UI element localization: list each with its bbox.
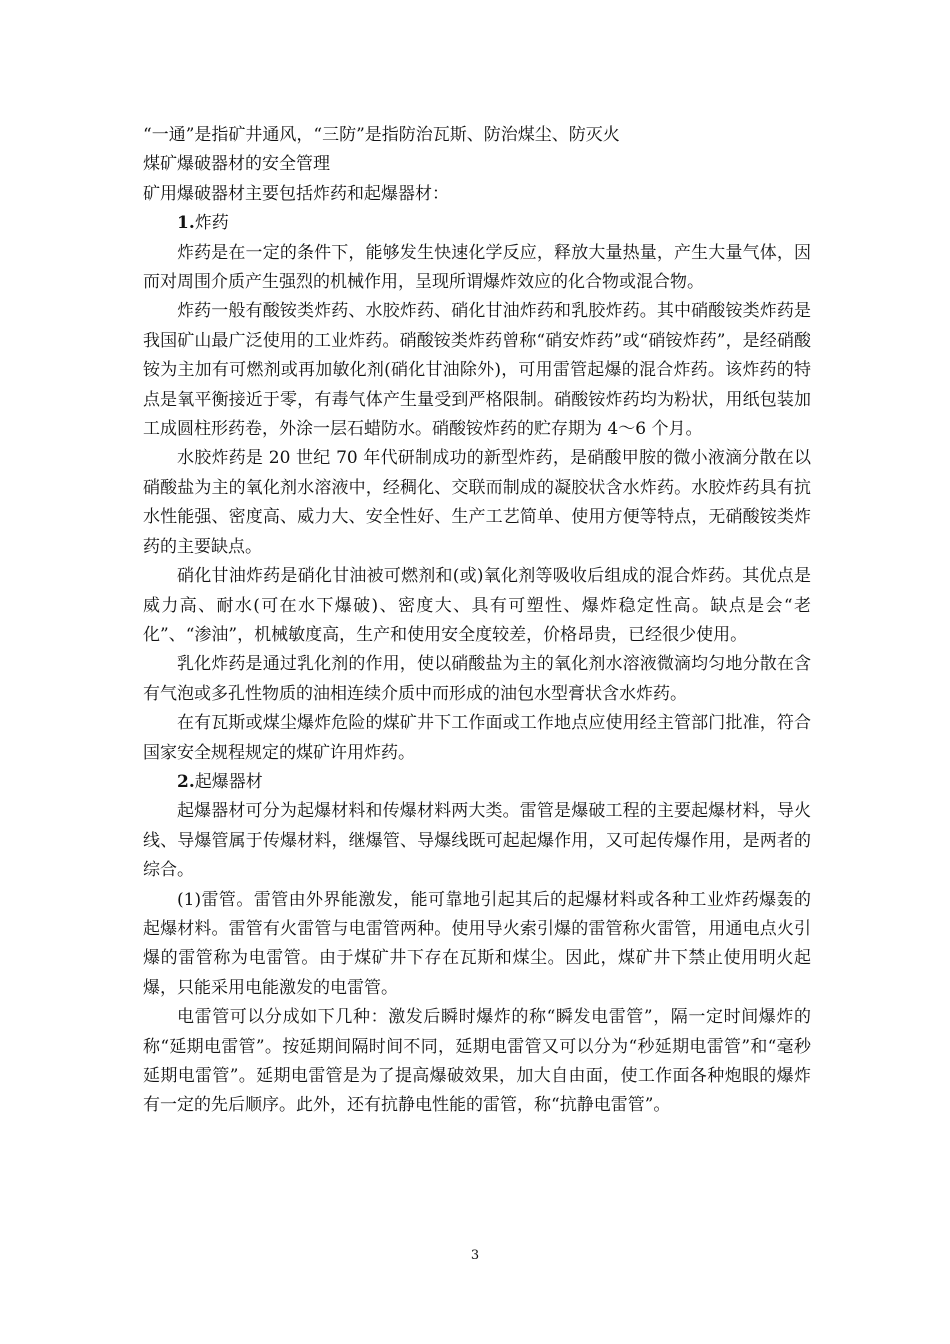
section-number: 1. bbox=[177, 213, 195, 234]
paragraph: 电雷管可以分成如下几种：激发后瞬时爆炸的称“瞬发电雷管”，隔一定时间爆炸的称“延期电雷管”。按延期间隔时间不同，延期电雷管又可以分为“秒延期电雷管”和“毫秒延期电雷管”。延期电雷管是为了提高爆破效果，加大自由面，使工作面各种炮眼的爆炸有一定的先后顺序。此外，还有抗静电性能的雷管，称“抗静电雷管”。 bbox=[143, 1007, 811, 1116]
section-number: 2. bbox=[177, 771, 195, 792]
section-title: 炸药 bbox=[194, 213, 229, 234]
paragraph: 在有瓦斯或煤尘爆炸危险的煤矿井下工作面或工作地点应使用经主管部门批准，符合国家安全规程规定的煤矿许用炸药。 bbox=[143, 713, 811, 763]
intro-line-3: 矿用爆破器材主要包括炸药和起爆器材： bbox=[143, 183, 449, 204]
section-heading-blasting-materials: 煤矿爆破器材的安全管理 bbox=[143, 154, 330, 175]
paragraph: 硝化甘油炸药是硝化甘油被可燃剂和(或)氧化剂等吸收后组成的混合炸药。其优点是威力高、耐水(可在水下爆破)、密度大、具有可塑性、爆炸稳定性高。缺点是会“老化”、“渗油”，机械敏度高，生产和使用安全度较差，价格昂贵，已经很少使用。 bbox=[143, 566, 811, 645]
section-heading-explosives bbox=[143, 209, 811, 238]
page-number: 3 bbox=[470, 1248, 480, 1263]
paragraph: 水胶炸药是 20 世纪 70 年代研制成功的新型炸药，是硝酸甲胺的微小液滴分散在以硝酸盐为主的氧化剂水溶液中，经稠化、交联而制成的凝胶状含水炸药。水胶炸药具有抗水性能强、密度高、威力大、安全性好、生产工艺简单、使用方便等特点，无硝酸铵类炸药的主要缺点。 bbox=[143, 448, 811, 557]
paragraph: 炸药是在一定的条件下，能够发生快速化学反应，释放大量热量，产生大量气体，因而对周围介质产生强烈的机械作用，呈现所谓爆炸效应的化合物或混合物。 bbox=[143, 242, 811, 293]
paragraph: 炸药一般有酸铵类炸药、水胶炸药、硝化甘油炸药和乳胶炸药。其中硝酸铵类炸药是我国矿山最广泛使用的工业炸药。硝酸铵类炸药曾称“硝安炸药”或“硝铵炸药”，是经硝酸铵为主加有可燃剂或再加敏化剂(硝化甘油除外)，可用雷管起爆的混合炸药。该炸药的特点是氧平衡接近于零，有毒气体产生量受到严格限制。硝酸铵炸药均为粉状，用纸包装加工成圆柱形药卷，外涂一层石蜡防水。硝酸铵炸药的贮存期为 4～6 个月。 bbox=[143, 301, 811, 440]
paragraph: (1)雷管。雷管由外界能激发，能可靠地引起其后的起爆材料或各种工业炸药爆轰的起爆材料。雷管有火雷管与电雷管两种。使用导火索引爆的雷管称火雷管，用通电点火引爆的雷管称为电雷管。由于煤矿井下存在瓦斯和煤尘。因此，煤矿井下禁止使用明火起爆，只能采用电能激发的电雷管。 bbox=[143, 889, 811, 998]
section-title: 起爆器材 bbox=[194, 771, 263, 792]
section-heading-detonators bbox=[143, 768, 811, 797]
document-body bbox=[143, 121, 811, 1121]
paragraph: 起爆器材可分为起爆材料和传爆材料两大类。雷管是爆破工程的主要起爆材料，导火线、导爆管属于传爆材料，继爆管、导爆线既可起起爆作用，又可起传爆作用，是两者的综合。 bbox=[143, 801, 811, 881]
intro-line-1: “一通”是指矿井通风，“三防”是指防治瓦斯、防治煤尘、防灭火 bbox=[143, 125, 620, 145]
paragraph: 乳化炸药是通过乳化剂的作用，使以硝酸盐为主的氧化剂水溶液微滴均匀地分散在含有气泡或多孔性物质的油相连续介质中而形成的油包水型膏状含水炸药。 bbox=[143, 654, 811, 704]
